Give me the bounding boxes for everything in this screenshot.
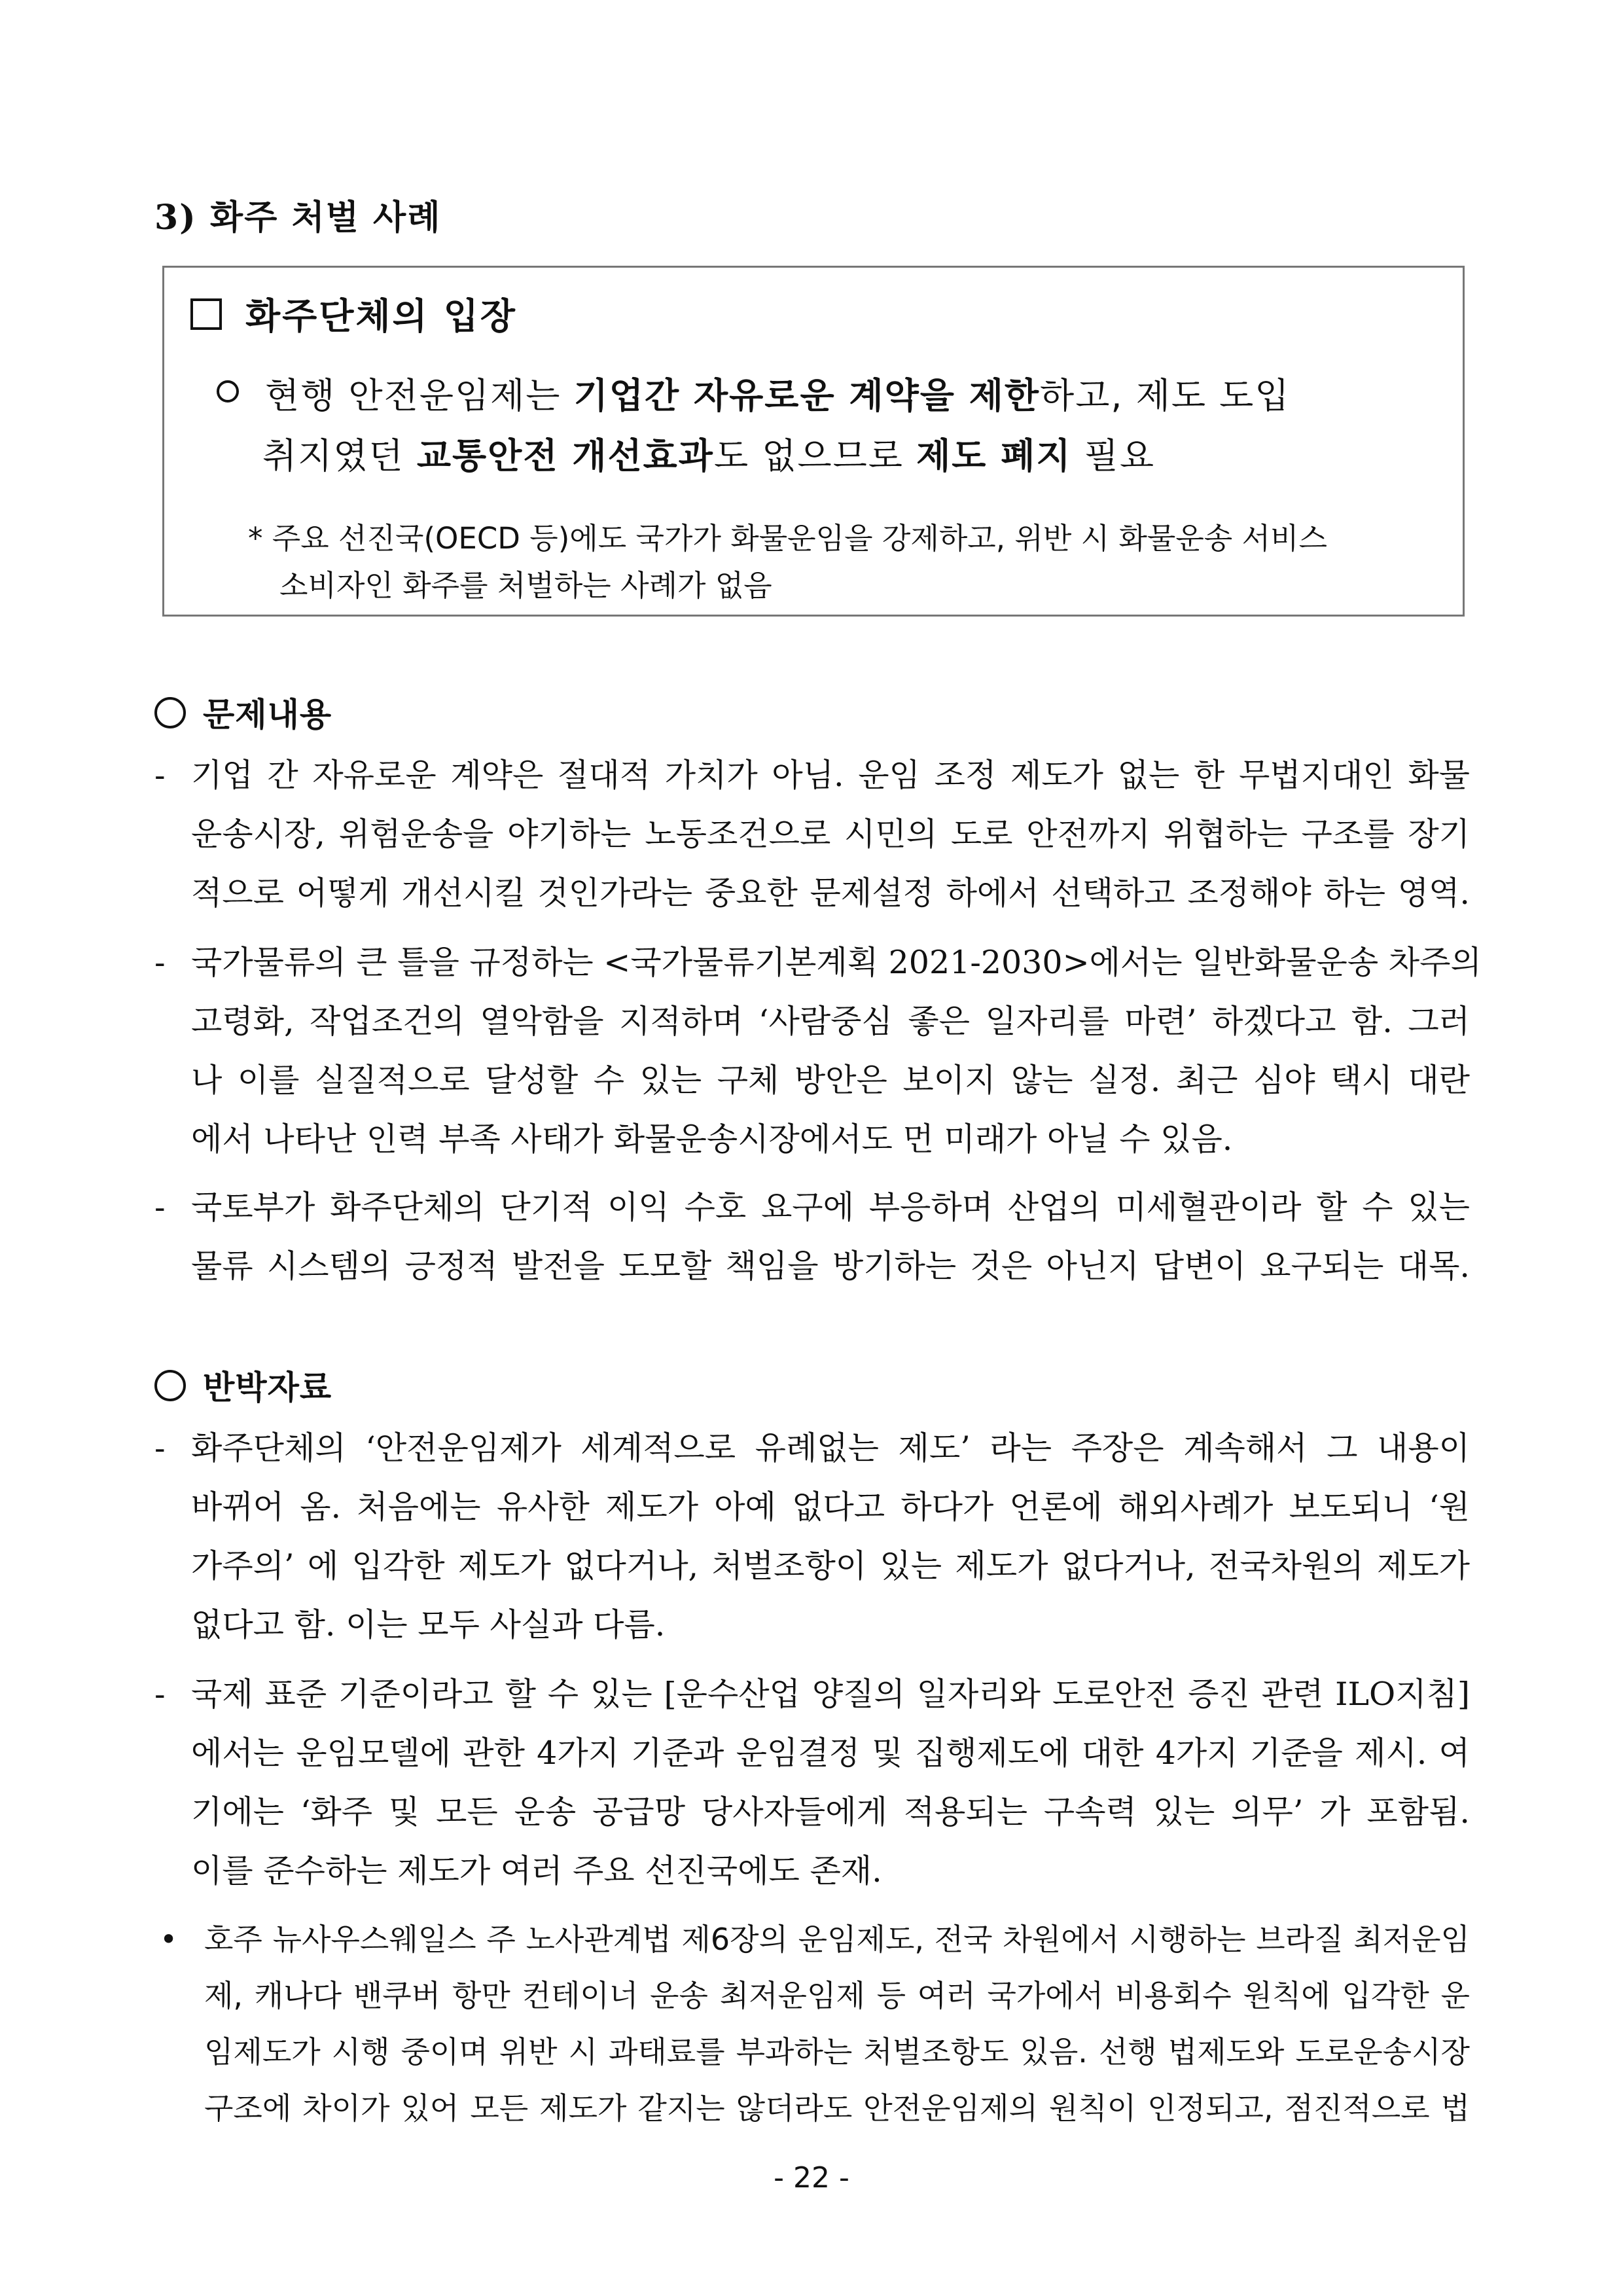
text-line: 운송시장, 위험운송을 야기하는 노동조건으로 시민의 도로 안전까지 위협하는 구조를 장기 <box>191 816 1470 853</box>
emphasis-text: 제도 폐지 <box>916 435 1072 476</box>
box-title <box>190 287 517 339</box>
text-line: 고령화, 작업조건의 열악함을 지적하며 ‘사람중심 좋은 일자리를 마련’ 하겠다고 함. 그러 <box>191 1003 1470 1040</box>
text-line: 나 이를 실질적으로 달성할 수 있는 구체 방안은 보이지 않는 실정. 최근 심야 택시 대란 <box>191 1062 1470 1099</box>
text-line: 화주단체의 ‘안전운임제가 세계적으로 유례없는 제도’ 라는 주장은 계속해서 그 내용이 <box>191 1429 1470 1467</box>
rebuttal-heading: 반박자료 <box>154 1361 332 1408</box>
text-line: 기에는 ‘화주 및 모든 운송 공급망 당사자들에게 적용되는 구속력 있는 의무’ 가 포함됨. <box>191 1793 1470 1831</box>
text-line: 제, 캐나다 밴쿠버 항만 컨테이너 운송 최저운임제 등 여러 국가에서 비용회수 원칙에 입각한 운 <box>204 1978 1470 2013</box>
text-line: 가주의’ 에 입각한 제도가 없다거나, 처벌조항이 있는 제도가 없다거나, 전국차원의 제도가 <box>191 1547 1470 1585</box>
box-footnote-line-1: * 주요 선진국(OECD 등)에도 국가가 화물운임을 강제하고, 위반 시 화물운송 서비스 <box>248 521 1327 556</box>
box-footnote-line-2: 소비자인 화주를 처벌하는 사례가 없음 <box>279 568 772 603</box>
emphasis-text: 기업간 자유로운 계약을 제한 <box>573 375 1041 416</box>
text-line: 없다고 함. 이는 모두 사실과 다름. <box>191 1606 666 1643</box>
emphasis-text: 교통안전 개선효과 <box>416 435 714 476</box>
text-line: 바뀌어 옴. 처음에는 유사한 제도가 아예 없다고 하다가 언론에 해외사례가 보도되니 ‘원 <box>191 1488 1470 1526</box>
text-line: 에서 나타난 인력 부족 사태가 화물운송시장에서도 먼 미래가 아닐 수 있음. <box>191 1121 1233 1158</box>
problem-item-2: - 국가물류의 큰 틀을 규정하는 <국가물류기본계획 2021-2030>에서는 일반화물운송 차주의 고령화, 작업조건의 열악함을 지적하며 ‘사람중심 좋은 일자리를 마련’ 하겠다고 함. 그러 나 이를 실질적으로 달성할 수 있는 구체 방안은 보이지 않는 실정. 최근 심야 택시 대란 에서 나타난 인력 부족 사태가 화물운송시장에서도 먼 미래가 아닐 수 있음. <box>154 933 1470 1169</box>
text-line: 구조에 차이가 있어 모든 제도가 같지는 않더라도 안전운임제의 원칙이 인정되고, 점진적으로 법 <box>204 2090 1470 2126</box>
text-line: 임제도가 시행 중이며 위반 시 과태료를 부과하는 처벌조항도 있음. 선행 법제도와 도로운송시장 <box>204 2034 1470 2070</box>
circle-bullet-icon <box>217 380 239 403</box>
rebuttal-item-2: - 국제 표준 기준이라고 할 수 있는 [운수산업 양질의 일자리와 도로안전 증진 관련 ILO지침] 에서는 운임모델에 관한 4가지 기준과 운임결정 및 집행제도에 대한 4가지 기준을 제시. 여 기에는 ‘화주 및 모든 운송 공급망 당사자들에게 적용되는 구속력 있는 의무’ 가 포함됨. 이를 준수하는 제도가 여러 주요 선진국에도 존재. <box>154 1665 1470 1901</box>
text-line: 적으로 어떻게 개선시킬 것인가라는 중요한 문제설정 하에서 선택하고 조정해야 하는 영역. <box>191 874 1470 912</box>
box-bullet <box>217 366 1440 486</box>
bullet-dot-icon: • <box>160 1922 178 1957</box>
box-bullet-line-2: 취지였던 교통안전 개선효과도 없으므로 제도 폐지 필요 <box>262 435 1156 476</box>
text-line: 에서는 운임모델에 관한 4가지 기준과 운임결정 및 집행제도에 대한 4가지 기준을 제시. 여 <box>191 1734 1470 1772</box>
text-line: 기업 간 자유로운 계약은 절대적 가치가 아님. 운임 조정 제도가 없는 한 무법지대인 화물 <box>191 757 1470 794</box>
problem-heading: 문제내용 <box>154 689 332 736</box>
problem-item-3: - 국토부가 화주단체의 단기적 이익 수호 요구에 부응하며 산업의 미세혈관이라 할 수 있는 물류 시스템의 긍정적 발전을 도모할 책임을 방기하는 것은 아닌지 답변이 요구되는 대목. <box>154 1178 1470 1296</box>
rebuttal-item-1: - 화주단체의 ‘안전운임제가 세계적으로 유례없는 제도’ 라는 주장은 계속해서 그 내용이 바뀌어 옴. 처음에는 유사한 제도가 아예 없다고 하다가 언론에 해외사례가 보도되니 ‘원 가주의’ 에 입각한 제도가 없다거나, 처벌조항이 있는 제도가 없다거나, 전국차원의 제도가 없다고 함. 이는 모두 사실과 다름. <box>154 1419 1470 1655</box>
text-line: 물류 시스템의 긍정적 발전을 도모할 책임을 방기하는 것은 아닌지 답변이 요구되는 대목. <box>191 1247 1470 1285</box>
section-title: 3) 화주 처벌 사례 <box>154 198 442 238</box>
box-footnote <box>248 515 1446 609</box>
box-title-text: 화주단체의 입장 <box>245 295 518 337</box>
text-line: 국제 표준 기준이라고 할 수 있는 [운수산업 양질의 일자리와 도로안전 증진 관련 ILO지침] <box>191 1676 1470 1713</box>
circle-heading-icon <box>154 1370 186 1401</box>
problem-item-1: - 기업 간 자유로운 계약은 절대적 가치가 아님. 운임 조정 제도가 없는 한 무법지대인 화물 운송시장, 위험운송을 야기하는 노동조건으로 시민의 도로 안전까지 위협하는 구조를 장기 적으로 어떻게 개선시킬 것인가라는 중요한 문제설정 하에서 선택하고 조정해야 하는 영역. <box>154 746 1470 923</box>
text-line: 국토부가 화주단체의 단기적 이익 수호 요구에 부응하며 산업의 미세혈관이라 할 수 있는 <box>191 1189 1470 1226</box>
shipper-position-box <box>162 266 1465 617</box>
text-line: 국가물류의 큰 틀을 규정하는 <국가물류기본계획 2021-2030>에서는 일반화물운송 차주의 <box>191 944 1482 981</box>
page-number: - 22 - <box>774 2161 849 2195</box>
rebuttal-dot-item <box>154 1911 1470 2136</box>
text-line: 이를 준수하는 제도가 여러 주요 선진국에도 존재. <box>191 1852 882 1890</box>
circle-heading-icon <box>154 697 186 728</box>
text-line: 호주 뉴사우스웨일스 주 노사관계법 제6장의 운임제도, 전국 차원에서 시행하는 브라질 최저운임 <box>204 1922 1470 1957</box>
checkbox-square-icon <box>190 298 222 330</box>
box-bullet-line-1: 현행 안전운임제는 기업간 자유로운 계약을 제한하고, 제도 도입 <box>217 366 1440 426</box>
